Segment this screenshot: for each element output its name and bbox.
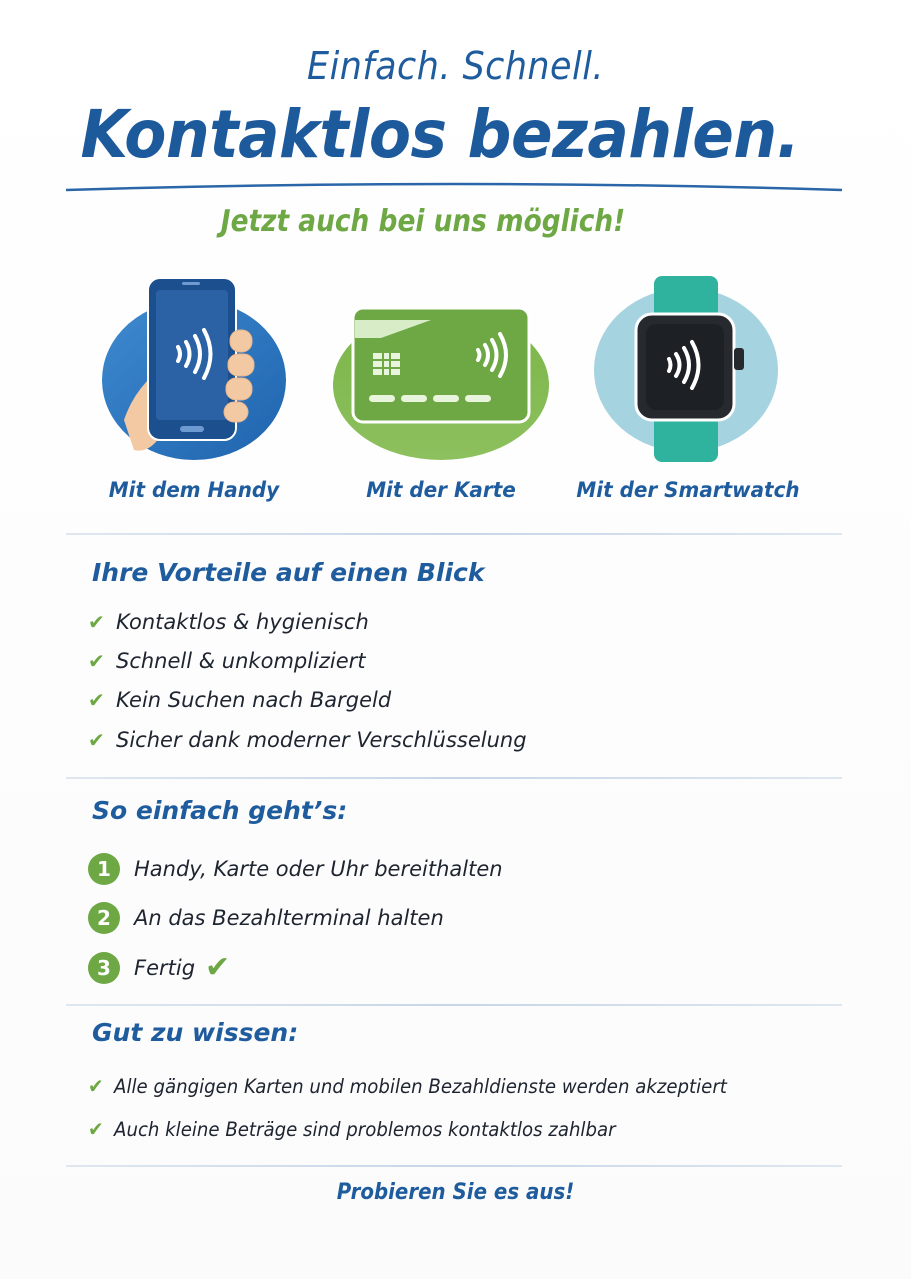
steps-title: So einfach geht’s:: [92, 796, 348, 825]
headline-main: Kontaktlos bezahlen.: [80, 96, 800, 173]
card-nfc-icon: [321, 270, 561, 470]
check-icon: ✔: [88, 728, 105, 752]
check-icon: ✔: [88, 610, 105, 634]
step-item: 1 Handy, Karte oder Uhr bereithalten: [88, 853, 503, 885]
advantage-item: ✔ Sicher dank moderner Verschlüsselung: [88, 728, 527, 752]
divider: [66, 1165, 842, 1167]
divider: [66, 1004, 842, 1006]
info-title: Gut zu wissen:: [92, 1018, 299, 1047]
phone-nfc-icon: [74, 270, 314, 470]
advantage-item: ✔ Kein Suchen nach Bargeld: [88, 688, 392, 712]
advantage-item: ✔ Schnell & unkompliziert: [88, 649, 366, 673]
advantages-title: Ihre Vorteile auf einen Blick: [92, 558, 485, 587]
smartwatch-nfc-icon: [568, 270, 808, 470]
step-item: 2 An das Bezahlterminal halten: [88, 902, 444, 934]
step-number-badge: 3: [88, 952, 120, 984]
step-item: 3 Fertig ✔: [88, 950, 230, 985]
divider: [66, 533, 842, 535]
check-icon: ✔: [205, 950, 231, 985]
divider: [66, 777, 842, 779]
method-smartwatch: [568, 270, 808, 502]
step-number-badge: 1: [88, 853, 120, 885]
check-icon: ✔: [88, 649, 105, 673]
info-item: ✔ Auch kleine Beträge sind problemos kontaktlos zahlbar: [88, 1117, 616, 1141]
advantage-item: ✔ Kontaktlos & hygienisch: [88, 610, 369, 634]
step-number-badge: 2: [88, 902, 120, 934]
call-to-action: Probieren Sie es aus!: [336, 1180, 575, 1205]
method-label-smartwatch: Mit der Smartwatch: [576, 478, 800, 502]
check-icon: ✔: [88, 1117, 104, 1141]
headline-tagline: Einfach. Schnell.: [307, 44, 604, 88]
method-label-phone: Mit dem Handy: [108, 478, 280, 502]
check-icon: ✔: [88, 1074, 104, 1098]
method-label-card: Mit der Karte: [366, 478, 516, 502]
check-icon: ✔: [88, 688, 105, 712]
method-phone: [74, 270, 314, 502]
subtitle: Jetzt auch bei uns möglich!: [220, 204, 626, 239]
wave-divider: [66, 178, 842, 194]
method-card: [321, 270, 561, 502]
info-item: ✔ Alle gängigen Karten und mobilen Bezahldienste werden akzeptiert: [88, 1074, 727, 1098]
